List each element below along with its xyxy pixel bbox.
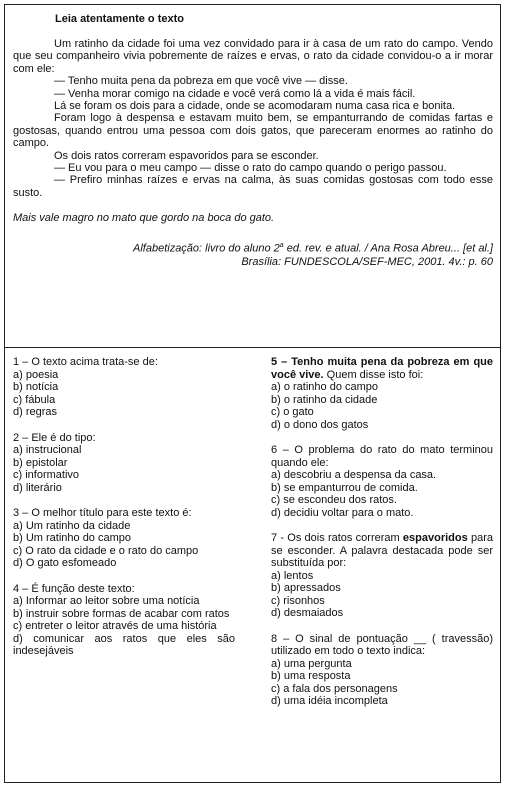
section-divider bbox=[5, 347, 500, 348]
question-stem: 8 – O sinal de pontuação __ ( travessão) utilizado em todo o texto indica: bbox=[271, 632, 493, 657]
answer-option: c) o gato bbox=[271, 406, 314, 418]
story-paragraph: Os dois ratos correram espavoridos para se esconder. bbox=[54, 149, 319, 162]
answer-option: a) o ratinho do campo bbox=[271, 381, 379, 393]
answer-option: d) decidiu voltar para o mato. bbox=[271, 506, 414, 519]
story-paragraph: — Tenho muita pena da pobreza em que você vive — disse. bbox=[54, 75, 348, 88]
page-title: Leia atentamente o texto bbox=[55, 13, 184, 25]
answer-option: d) literário bbox=[13, 481, 62, 494]
source-text: Alfabetização: livro do aluno 2 bbox=[133, 242, 280, 255]
story-paragraph: Lá se foram os dois para a cidade, onde se acomodaram numa casa rica e bonita. bbox=[54, 100, 456, 113]
question-stem-end: para se esconder. A palavra destacada pode ser substituída por: bbox=[271, 532, 493, 569]
questions-left-column bbox=[13, 356, 235, 671]
story-paragraph: Um ratinho da cidade foi uma vez convidado para ir à casa de um rato do campo. Vendo que seu companheiro vivia pobremente de raízes e ervas, o rato da cidade convidou-o a ir morar com ele: bbox=[13, 38, 493, 75]
story-paragraph: — Venha morar comigo na cidade e você verá como lá a vida é mais fácil. bbox=[54, 87, 416, 100]
question-5 bbox=[271, 356, 493, 431]
answer-option: d) desmaiados bbox=[271, 607, 344, 619]
quoted-phrase: 5 – Tenho muita pena da pobreza em que você vive. bbox=[271, 356, 493, 381]
story-paragraph: Foram logo à despensa e estavam muito bem, se empanturrando de comidas fartas e gostosas, quando entrou uma pessoa com dois gatos, que pareceram enormes ao ratinho do campo. bbox=[13, 112, 493, 150]
question-stem-start: 7 - Os dois ratos correram bbox=[271, 532, 403, 544]
question-stem: 6 – O problema do rato do mato terminou quando ele: bbox=[271, 444, 493, 469]
source-citation bbox=[13, 239, 493, 269]
source-line-1 bbox=[13, 239, 493, 256]
answer-option: b) epistolar bbox=[13, 456, 68, 469]
answer-option: b) o ratinho da cidade bbox=[271, 393, 378, 406]
answer-option: b) uma resposta bbox=[271, 670, 351, 682]
questions-right-column bbox=[271, 356, 493, 721]
answer-option: b) apressados bbox=[271, 582, 341, 594]
answer-option: c) entreter o leitor através de uma história bbox=[13, 620, 217, 632]
source-line-2: Brasília: FUNDESCOLA/SEF-MEC, 2001. 4v.: p. 60 bbox=[241, 255, 493, 268]
highlighted-word: espavoridos bbox=[402, 532, 468, 544]
question-6 bbox=[271, 444, 493, 519]
answer-option: a) lentos bbox=[271, 569, 314, 582]
question-stem-rest: Quem disse isto foi: bbox=[323, 368, 424, 381]
answer-option: d) regras bbox=[13, 406, 58, 418]
answer-option: a) Um ratinho da cidade bbox=[13, 519, 131, 532]
question-stem: 3 – O melhor título para este texto é: bbox=[13, 507, 192, 519]
question-4 bbox=[13, 583, 235, 658]
answer-option: a) poesia bbox=[13, 368, 59, 381]
question-3 bbox=[13, 507, 235, 570]
answer-option: c) se escondeu dos ratos. bbox=[271, 494, 397, 506]
question-8 bbox=[271, 633, 493, 708]
question-stem bbox=[271, 356, 493, 381]
answer-option: d) comunicar aos ratos que eles são indesejáveis bbox=[13, 632, 235, 657]
answer-option: d) O gato esfomeado bbox=[13, 557, 117, 569]
story-paragraph: — Eu vou para o meu campo — disse o rato do campo quando o perigo passou. bbox=[54, 162, 447, 175]
answer-option: b) instruir sobre formas de acabar com ratos bbox=[13, 607, 230, 620]
story-text bbox=[13, 38, 493, 199]
answer-option: a) instrucional bbox=[13, 444, 82, 456]
answer-option: c) informativo bbox=[13, 469, 80, 481]
source-text: ed. rev. e atual. / Ana Rosa Abreu... [et al.] bbox=[283, 242, 493, 255]
story-paragraph: — Prefiro minhas raízes e ervas na calma, às suas comidas gostosas com todo esse susto. bbox=[13, 174, 493, 199]
source-superscript: a bbox=[279, 242, 284, 250]
question-stem: 1 – O texto acima trata-se de: bbox=[13, 356, 158, 368]
reading-section bbox=[13, 13, 493, 269]
answer-option: c) O rato da cidade e o rato do campo bbox=[13, 544, 199, 557]
question-2 bbox=[13, 432, 235, 495]
answer-option: b) notícia bbox=[13, 381, 59, 393]
answer-option: c) a fala dos personagens bbox=[271, 682, 398, 695]
answer-option: b) se empanturrou de comida. bbox=[271, 481, 418, 494]
answer-option: c) risonhos bbox=[271, 594, 325, 607]
answer-option: b) Um ratinho do campo bbox=[13, 532, 131, 544]
question-stem bbox=[271, 532, 493, 570]
answer-option: a) Informar ao leitor sobre uma notícia bbox=[13, 595, 200, 607]
question-1 bbox=[13, 356, 235, 419]
answer-option: c) fábula bbox=[13, 393, 56, 406]
question-7 bbox=[271, 532, 493, 620]
question-stem: 2 – Ele é do tipo: bbox=[13, 431, 96, 444]
answer-option: a) uma pergunta bbox=[271, 657, 352, 670]
answer-option: d) o dono dos gatos bbox=[271, 418, 369, 431]
answer-option: d) uma idéia incompleta bbox=[271, 695, 388, 707]
proverb: Mais vale magro no mato que gordo na boca do gato. bbox=[13, 212, 275, 225]
answer-option: a) descobriu a despensa da casa. bbox=[271, 469, 437, 481]
question-stem: 4 – É função deste texto: bbox=[13, 582, 135, 595]
worksheet-frame bbox=[4, 4, 501, 783]
